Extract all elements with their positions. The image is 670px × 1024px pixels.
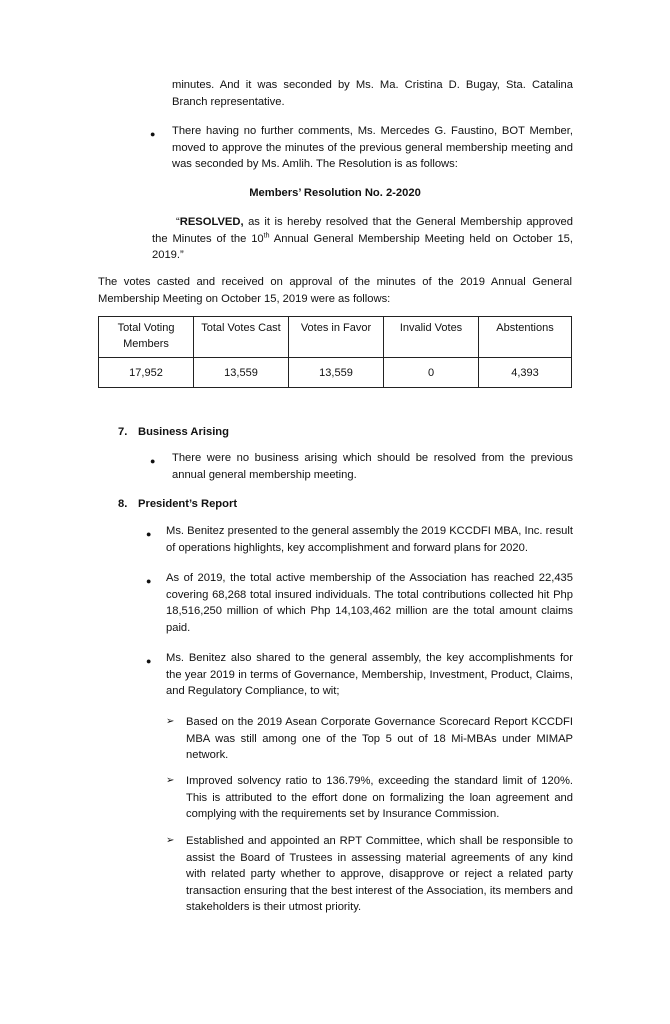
table-header-cell: Total Voting Members [99,317,194,358]
table-header-cell: Votes in Favor [289,317,384,358]
bullet-icon: ● [146,576,152,586]
accomplishment-item: Based on the 2019 Asean Corporate Governance Scorecard Report KCCDFI MBA was still among one of the Top 5 out of 18 Mi-MBAs under MIMAP network. [186,716,573,761]
accomplishment-item: Established and appointed an RPT Committee, which shall be responsible to assist the Board of Trustees in assessing material agreements of any kind with related party whether to approve, disapprove or reject a related party transaction ensuring that the best interest of the Association, its members and stakeholders is their utmost priority. [186,835,573,913]
intro-paragraph: minutes. And it was seconded by Ms. Ma. Cristina D. Bugay, Sta. Catalina Branch representative. [172,79,573,108]
president-report-paragraph-3: Ms. Benitez also shared to the general assembly, the key accomplishments for the year 2019 in terms of Governance, Membership, Investment, Product, Claims, and Regulatory Compliance, to wit; [166,652,573,697]
faustino-paragraph: There having no further comments, Ms. Mercedes G. Faustino, BOT Member, moved to approve the minutes of the previous general membership meeting and was seconded by Ms. Amlih. The Resolution is as follows: [172,125,573,170]
resolution-open-quote: “ [176,216,180,228]
resolution-text-part2: Annual General Membership Meeting held on October 15, 2019.” [152,232,574,261]
accomplishment-item: Improved solvency ratio to 136.79%, exceeding the standard limit of 120%. This is attributed to the effort done on formalizing the loan agreement and complying with the requirements set by Insurance Commission. [186,775,573,820]
table-header-cell: Invalid Votes [384,317,479,358]
table-header-cell: Total Votes Cast [194,317,289,358]
votes-paragraph: The votes casted and received on approval of the minutes of the 2019 Annual General Membership Meeting on October 15, 2019 were as follows: [98,276,572,305]
section-7-heading: Business Arising [138,426,229,438]
votes-table [98,316,572,388]
table-cell: 0 [384,358,479,388]
bullet-icon: ● [146,529,152,539]
table-cell: 13,559 [194,358,289,388]
table-cell: 4,393 [479,358,572,388]
arrow-bullet-icon: ➢ [166,775,175,786]
table-row [99,358,572,388]
section-7-number: 7. [118,426,128,438]
arrow-bullet-icon: ➢ [166,716,175,727]
resolution-text [152,214,573,264]
bullet-icon: ● [146,656,152,666]
resolution-text-part1: as it is hereby resolved that the General Membership approved the Minutes of the 10 [152,216,573,245]
section-8-number: 8. [118,498,128,510]
ordinal-suffix: th [263,231,270,239]
table-cell: 13,559 [289,358,384,388]
resolution-title: Members’ Resolution No. 2-2020 [249,187,421,199]
bullet-icon: ● [150,129,156,139]
table-cell: 17,952 [99,358,194,388]
arrow-bullet-icon: ➢ [166,835,175,846]
table-header-cell: Abstentions [479,317,572,358]
president-report-paragraph-1: Ms. Benitez presented to the general assembly the 2019 KCCDFI MBA, Inc. result of operations highlights, key accomplishment and forward plans for 2020. [166,525,573,554]
president-report-paragraph-2: As of 2019, the total active membership of the Association has reached 22,435 covering 68,268 total insured individuals. The total contributions collected hit Php 18,516,250 million of which Php 14,103,462 million are the total amount claims paid. [166,572,573,634]
resolved-keyword: RESOLVED, [179,216,244,228]
bullet-icon: ● [150,456,156,466]
business-paragraph: There were no business arising which should be resolved from the previous annual general membership meeting. [172,452,573,481]
section-8-heading: President’s Report [138,498,238,510]
table-header-row [99,317,572,358]
